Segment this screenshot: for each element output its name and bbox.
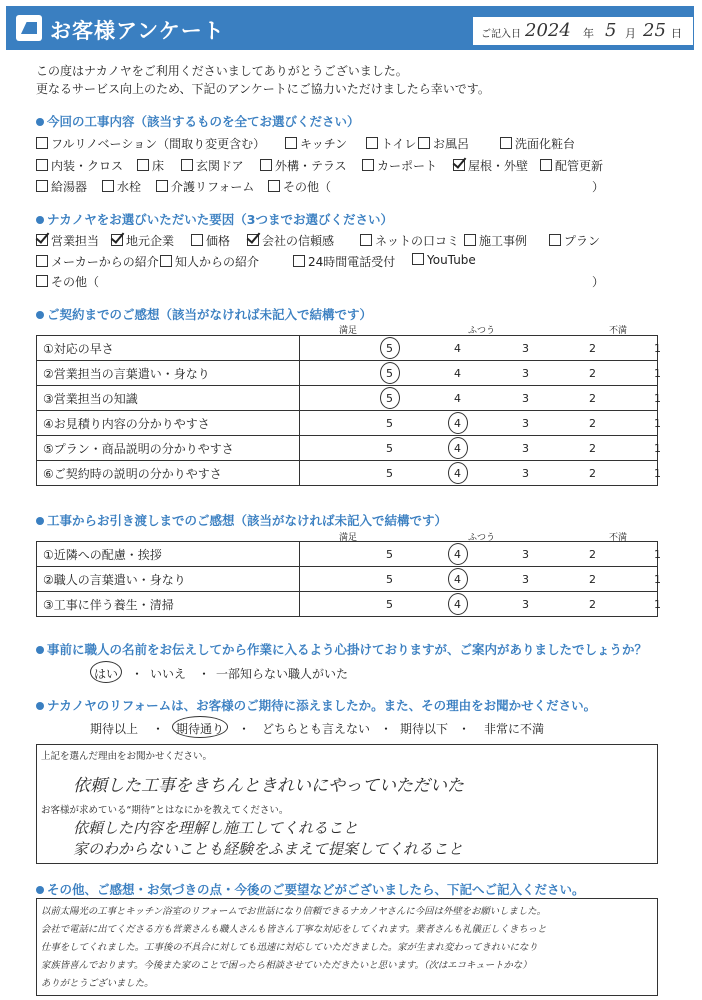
checkbox[interactable] [412, 253, 424, 265]
intro-line-1: この度はナカノヤをご利用くださいましてありがとうございました。 [36, 64, 408, 78]
rating-item-label: ④お見積り内容の分かりやすさ [37, 411, 300, 436]
rating-value[interactable]: 1 [654, 442, 661, 455]
reason-option[interactable] [111, 232, 174, 249]
rating-value[interactable]: 3 [522, 417, 529, 430]
separator: ・ [380, 722, 393, 736]
work-option[interactable] [137, 157, 164, 174]
rating-value[interactable]: 5 [386, 342, 393, 355]
choice-option[interactable]: 一部知らない職人がいた [216, 667, 349, 681]
option-label: 屋根・外壁 [468, 159, 529, 173]
rating-value[interactable]: 2 [589, 598, 596, 611]
scale-low: 不満 [609, 326, 628, 336]
rating-row [37, 336, 658, 361]
selected-circle [448, 412, 468, 434]
checkbox[interactable] [268, 180, 280, 192]
reason-option[interactable] [549, 232, 600, 249]
rating-value[interactable]: 2 [589, 417, 596, 430]
checkbox[interactable] [418, 137, 430, 149]
checkbox[interactable] [540, 159, 552, 171]
checkbox[interactable] [549, 234, 561, 246]
day-unit: 日 [671, 27, 682, 40]
work-option[interactable] [366, 135, 416, 152]
choice-option[interactable]: はい [94, 667, 119, 681]
reason-option[interactable] [36, 273, 99, 290]
option-label: フルリノベーション（間取り変更含む） [51, 137, 266, 151]
rating-value[interactable]: 4 [454, 417, 461, 430]
comment-line-5: ありがとうございました。 [41, 978, 154, 989]
rating-value[interactable]: 2 [589, 342, 596, 355]
work-option[interactable] [540, 157, 603, 174]
choice-option[interactable]: 非常に不満 [484, 722, 545, 736]
option-label: お風呂 [433, 137, 470, 151]
choice-option[interactable]: いいえ [150, 667, 187, 681]
rating-value[interactable]: 2 [589, 548, 596, 561]
rating-value[interactable]: 1 [654, 417, 661, 430]
rating-value[interactable]: 3 [522, 598, 529, 611]
rating-value[interactable]: 3 [522, 367, 529, 380]
rating-value[interactable]: 4 [454, 548, 461, 561]
scale-mid: ふつう [468, 326, 496, 336]
month-unit: 月 [625, 27, 636, 40]
option-label: 営業担当 [51, 234, 100, 248]
selected-circle [448, 593, 468, 615]
rating-values [300, 336, 661, 361]
separator: ・ [238, 722, 251, 736]
checkbox[interactable] [36, 255, 48, 267]
work-option[interactable] [362, 157, 437, 174]
section-title-reason: ナカノヤをお選びいただいた要因（3つまでお選びください） [36, 210, 393, 228]
rating-value[interactable]: 4 [454, 342, 461, 355]
reason-box[interactable] [36, 744, 658, 864]
selected-circle [448, 437, 468, 459]
option-label: その他（ [283, 180, 332, 194]
comment-line-2: 会社で電話に出てくださる方も営業さんも職人さんも皆さん丁寧な対応をしてくれます。業者さんも礼儀正しくきちっと [41, 924, 547, 935]
selected-circle [448, 462, 468, 484]
option-label: 施工事例 [479, 234, 528, 248]
reason-option[interactable] [36, 253, 159, 270]
rating-item-label: ②職人の言葉遣い・身なり [37, 567, 300, 592]
reason-option[interactable] [191, 232, 230, 249]
option-label: 外構・テラス [275, 159, 347, 173]
work-option[interactable] [260, 157, 347, 174]
contract-rating-table [36, 335, 661, 486]
rating-value[interactable]: 1 [654, 342, 661, 355]
checkbox[interactable] [102, 180, 114, 192]
choice-option[interactable]: どちらとも言えない [262, 722, 371, 736]
rating-value[interactable]: 3 [522, 548, 529, 561]
rating-value[interactable]: 5 [386, 548, 393, 561]
option-label: 給湯器 [51, 180, 88, 194]
reason-option[interactable] [36, 232, 99, 249]
work-option[interactable] [285, 135, 347, 152]
rating-item-label: ⑥ご契約時の説明の分かりやすさ [37, 461, 300, 486]
option-label: YouTube [427, 253, 476, 267]
selected-circle [380, 387, 400, 409]
reason-option[interactable] [412, 253, 476, 267]
option-label: 価格 [206, 234, 231, 248]
rating-row [37, 542, 658, 567]
rating-value[interactable]: 2 [589, 467, 596, 480]
checkbox[interactable] [160, 255, 172, 267]
rating-value[interactable]: 4 [454, 598, 461, 611]
option-label: メーカーからの紹介 [51, 255, 159, 269]
checkbox[interactable] [500, 137, 512, 149]
selected-circle [90, 661, 122, 683]
choice-option[interactable]: 期待通り [176, 722, 225, 736]
rating-value[interactable]: 1 [654, 573, 661, 586]
rating-value[interactable]: 4 [454, 442, 461, 455]
option-label: 24時間電話受付 [308, 255, 396, 269]
rating-row [37, 461, 658, 486]
comment-line-4: 家族皆喜んでおります。今後また家のことで困ったら相談させていただきたいと思います。（次はエコキュートかな） [41, 960, 532, 971]
scale-high-2: 満足 [339, 533, 358, 543]
scale-mid-2: ふつう [468, 533, 496, 543]
rating-item-label: ①近隣への配慮・挨拶 [37, 542, 300, 567]
rating-value[interactable]: 3 [522, 342, 529, 355]
option-label: 会社の信頼感 [262, 234, 335, 248]
rating-value[interactable]: 2 [589, 442, 596, 455]
checkbox[interactable] [137, 159, 149, 171]
date-label: ご記入日 [481, 29, 521, 40]
reason-label: 上記を選んだ理由をお聞かせください。 [41, 751, 213, 762]
option-label: 配管更新 [555, 159, 604, 173]
option-label: キッチン [300, 137, 348, 151]
work-option[interactable] [102, 178, 141, 195]
section-title-contract: ご契約までのご感想（該当がなければ未記入で結構です） [36, 305, 372, 323]
option-label: 知人からの紹介 [175, 255, 260, 269]
rating-item-label: ③営業担当の知識 [37, 386, 300, 411]
checkbox[interactable] [36, 234, 48, 246]
rating-value[interactable]: 2 [589, 573, 596, 586]
option-label: 水栓 [117, 180, 142, 194]
rating-value[interactable]: 4 [454, 367, 461, 380]
rating-row [37, 592, 658, 617]
work-option[interactable] [181, 157, 244, 174]
rating-value[interactable]: 5 [386, 467, 393, 480]
company-logo [16, 15, 42, 41]
choice-option[interactable]: 期待以上 [90, 722, 139, 736]
rating-value[interactable]: 3 [522, 392, 529, 405]
option-label: 内装・クロス [51, 159, 124, 173]
separator: ・ [198, 667, 211, 681]
rating-value[interactable]: 5 [386, 573, 393, 586]
rating-value[interactable]: 2 [589, 367, 596, 380]
choice-option[interactable]: 期待以下 [400, 722, 449, 736]
section-title-work: 今回の工事内容（該当するものを全てお選びください） [36, 112, 360, 130]
checkbox[interactable] [464, 234, 476, 246]
rating-values [300, 461, 661, 486]
rating-row [37, 386, 658, 411]
rating-value[interactable]: 5 [386, 392, 393, 405]
rating-values [300, 567, 661, 592]
option-label: プラン [564, 234, 601, 248]
selected-circle [448, 543, 468, 565]
rating-row [37, 411, 658, 436]
rating-item-label: ①対応の早さ [37, 336, 300, 361]
separator: ・ [131, 667, 144, 681]
rating-value[interactable]: 5 [386, 417, 393, 430]
date-day: 25 [643, 20, 666, 41]
rating-values [300, 592, 661, 617]
date-year: 2024 [525, 20, 571, 41]
option-label: 洗面化粧台 [515, 137, 576, 151]
option-label: その他（ [51, 275, 100, 289]
expect-label: お客様が求めている“期待”とはなにかを教えてください。 [41, 805, 289, 816]
checkbox[interactable] [260, 159, 272, 171]
rating-item-label: ⑤プラン・商品説明の分かりやすさ [37, 436, 300, 461]
selected-circle [448, 568, 468, 590]
rating-value[interactable]: 1 [654, 367, 661, 380]
rating-value[interactable]: 3 [522, 467, 529, 480]
checkbox[interactable] [293, 255, 305, 267]
checkbox[interactable] [36, 180, 48, 192]
reason-text: 依頼した工事をきちんときれいにやっていただいた [73, 776, 464, 796]
reason-option[interactable] [247, 232, 334, 249]
construction-rating-table [36, 541, 661, 617]
year-unit: 年 [583, 27, 594, 40]
selected-circle [380, 362, 400, 384]
checkbox[interactable] [366, 137, 378, 149]
work-option[interactable] [156, 178, 254, 195]
checkbox[interactable] [156, 180, 168, 192]
rating-row [37, 361, 658, 386]
comments-box[interactable] [36, 898, 658, 996]
rating-item-label: ②営業担当の言葉遣い・身なり [37, 361, 300, 386]
work-option[interactable] [453, 157, 528, 174]
option-label: 介護リフォーム [171, 180, 255, 194]
rating-values [300, 386, 661, 411]
option-label: トイレ [381, 137, 417, 151]
option-label: 地元企業 [126, 234, 175, 248]
rating-value[interactable]: 3 [522, 442, 529, 455]
work-option[interactable] [268, 178, 331, 195]
header-bar [6, 6, 694, 50]
rating-value[interactable]: 2 [589, 392, 596, 405]
rating-value[interactable]: 1 [654, 392, 661, 405]
date-field[interactable] [472, 16, 694, 46]
expect-line-2: 家のわからないことも経験をふまえて提案してくれること [73, 840, 464, 858]
section-title-comments: その他、ご感想・お気づきの点・今後のご要望などがございましたら、下記へご記入ください。 [36, 880, 585, 898]
option-label: 床 [152, 159, 165, 173]
work-option[interactable] [500, 135, 575, 152]
section-title-construction: 工事からお引き渡しまでのご感想（該当がなければ未記入で結構です） [36, 511, 447, 529]
expect-line-1: 依頼した内容を理解し施工してくれること [73, 819, 359, 837]
rating-value[interactable]: 5 [386, 367, 393, 380]
separator: ・ [458, 722, 471, 736]
rating-row [37, 436, 658, 461]
rating-value[interactable]: 4 [454, 573, 461, 586]
checkbox[interactable] [36, 275, 48, 287]
intro-line-2: 更なるサービス向上のため、下記のアンケートにご協力いただけましたら幸いです。 [36, 82, 490, 96]
rating-value[interactable]: 1 [654, 548, 661, 561]
section-title-craftsman: 事前に職人の名前をお伝えしてから作業に入るよう心掛けておりますが、ご案内がありましたでしょうか？ [36, 640, 647, 658]
rating-value[interactable]: 5 [386, 598, 393, 611]
scale-low-2: 不満 [609, 533, 628, 543]
option-label: ネットの口コミ [375, 234, 460, 248]
section-title-expectation: ナカノヤのリフォームは、お客様のご期待に添えましたか。また、その理由をお聞かせください。 [36, 696, 596, 714]
work-option[interactable] [36, 178, 87, 195]
checkbox[interactable] [191, 234, 203, 246]
comment-line-1: 以前太陽光の工事とキッチン浴室のリフォームでお世話になり信頼できるナカノヤさんに今回は外壁をお願いしました。 [41, 906, 546, 917]
reason-option[interactable] [160, 253, 259, 270]
checkbox[interactable] [362, 159, 374, 171]
checkbox[interactable] [247, 234, 259, 246]
reason-option[interactable] [293, 253, 395, 270]
page-title: お客様アンケート [50, 19, 225, 43]
rating-values [300, 411, 661, 436]
rating-item-label: ③工事に伴う養生・清掃 [37, 592, 300, 617]
option-label: カーポート [377, 159, 438, 173]
rating-values [300, 542, 661, 567]
checkbox[interactable] [36, 159, 48, 171]
rating-value[interactable]: 4 [454, 467, 461, 480]
close-paren-1: ） [592, 180, 605, 194]
checkbox[interactable] [360, 234, 372, 246]
work-option[interactable] [36, 157, 123, 174]
rating-value[interactable]: 3 [522, 573, 529, 586]
rating-values [300, 436, 661, 461]
checkbox[interactable] [36, 137, 48, 149]
checkbox[interactable] [453, 159, 465, 171]
reason-option[interactable] [360, 232, 459, 249]
selected-circle [380, 337, 400, 359]
checkbox[interactable] [285, 137, 297, 149]
rating-row [37, 567, 658, 592]
close-paren-2: ） [592, 275, 605, 289]
comment-line-3: 仕事をしてくれました。工事後の不具合に対しても迅速に対応していただきました。家が生まれ変わってきれいになり [41, 942, 538, 953]
rating-value[interactable]: 4 [454, 392, 461, 405]
checkbox[interactable] [181, 159, 193, 171]
work-option[interactable] [418, 135, 469, 152]
selected-circle [172, 716, 228, 738]
option-label: 玄関ドア [196, 159, 244, 173]
rating-values [300, 361, 661, 386]
checkbox[interactable] [111, 234, 123, 246]
rating-value[interactable]: 1 [654, 467, 661, 480]
reason-option[interactable] [464, 232, 527, 249]
separator: ・ [152, 722, 165, 736]
scale-high: 満足 [339, 326, 358, 336]
rating-value[interactable]: 5 [386, 442, 393, 455]
date-month: 5 [605, 20, 617, 41]
work-option[interactable] [36, 135, 265, 152]
rating-value[interactable]: 1 [654, 598, 661, 611]
